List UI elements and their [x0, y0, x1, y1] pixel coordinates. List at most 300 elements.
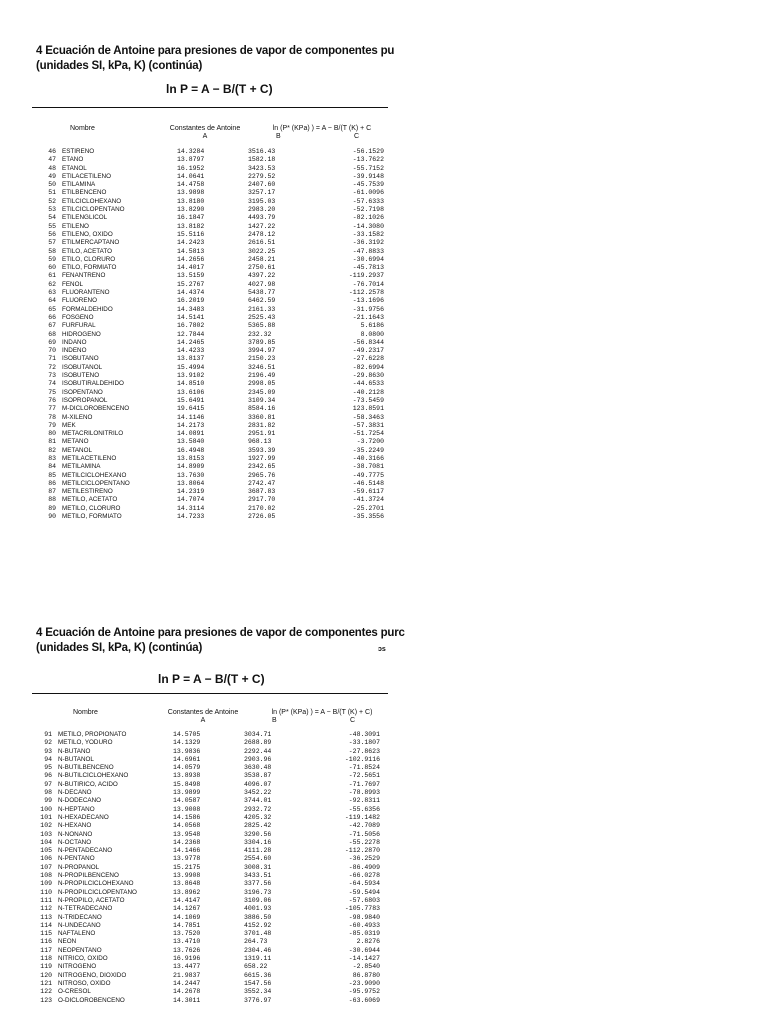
constant-c: -61.0096: [352, 189, 384, 197]
constant-a: 14.3284: [177, 148, 205, 155]
constant-a: 14.7074: [177, 496, 205, 504]
constant-a: 19.6415: [177, 405, 205, 413]
constant-b: 2825.42: [244, 822, 272, 830]
constant-b: 4111.28: [244, 847, 272, 855]
component-name: ETILENGLICOL: [62, 214, 108, 222]
constant-b: 2983.20: [248, 206, 276, 214]
component-name: ETILCICLOHEXANO: [62, 197, 122, 205]
row-number: 80: [48, 430, 56, 438]
component-name: ETILBENCENO: [62, 189, 107, 197]
row-number: 63: [48, 289, 56, 297]
component-name: NAFTALENO: [58, 930, 96, 938]
constant-c: 2.8276: [356, 938, 380, 946]
table-row: [32, 772, 392, 780]
table-row: [32, 897, 392, 905]
constant-a: 14.3011: [173, 996, 201, 1004]
row-number: 78: [48, 413, 56, 421]
table-row: [32, 731, 392, 739]
table-row: [36, 505, 396, 513]
constant-c: -45.7813: [352, 264, 384, 272]
constant-c: -71.8524: [348, 764, 380, 772]
constant-b: 3516.43: [248, 148, 276, 155]
constant-a: 14.0568: [173, 822, 201, 830]
constant-b: 5365.88: [248, 322, 276, 330]
component-name: NITROGENO, DIOXIDO: [58, 971, 127, 979]
table-row: [36, 306, 396, 314]
constant-b: 3109.34: [248, 396, 276, 404]
component-name: N-BUTILCICLOHEXANO: [58, 772, 129, 780]
constant-a: 13.8180: [177, 197, 205, 205]
header-constantes-label: Constantes de Antoine: [169, 125, 241, 132]
constant-c: -51.7254: [352, 430, 384, 438]
table-row: [36, 414, 396, 422]
constant-c: -119.2937: [348, 272, 384, 280]
constant-a: 14.8909: [177, 463, 205, 471]
constant-c: -49.2317: [352, 347, 384, 355]
constant-c: -58.3463: [352, 413, 384, 421]
constant-a: 14.0641: [177, 172, 205, 180]
table-row: [32, 914, 392, 922]
constant-b: 8584.16: [248, 405, 276, 413]
constant-b: 658.22: [244, 963, 268, 971]
constant-c: -49.7775: [352, 471, 384, 479]
component-name: INDENO: [62, 347, 87, 355]
constant-b: 2525.43: [248, 313, 276, 321]
component-name: INDANO: [62, 338, 87, 346]
constant-c: -45.7539: [352, 181, 384, 189]
section2-title: [36, 626, 405, 656]
component-name: FENANTRENO: [62, 272, 106, 280]
table-row: [32, 797, 392, 805]
constant-b: 3630.48: [244, 764, 272, 772]
row-number: 70: [48, 347, 56, 355]
table-row: [32, 955, 392, 963]
constant-a: 13.4710: [173, 938, 201, 946]
section1-title-line2: (unidades SI, kPa, K) (continúa): [36, 60, 203, 72]
table-row: [36, 214, 396, 222]
table-row: [36, 405, 396, 413]
row-number: 74: [48, 380, 56, 388]
component-name: METILCICLOPENTANO: [62, 479, 130, 487]
constant-c: -14.1427: [348, 955, 380, 963]
constant-c: -64.5934: [348, 880, 380, 888]
constant-a: 14.1586: [173, 813, 201, 821]
table-row: [36, 322, 396, 330]
constant-c: -55.2278: [348, 838, 380, 846]
row-number: 53: [48, 206, 56, 214]
constant-c: -33.1582: [352, 230, 384, 238]
table-row: [36, 488, 396, 496]
row-number: 67: [48, 322, 56, 330]
row-number: 95: [44, 764, 52, 772]
constant-c: -82.6994: [352, 363, 384, 371]
component-name: NEON: [58, 938, 77, 946]
constant-a: 14.3483: [177, 305, 205, 313]
constant-c: -30.6944: [348, 946, 380, 954]
constant-a: 13.9008: [173, 805, 201, 813]
table-row: [36, 480, 396, 488]
component-name: ETILO, ACETATO: [62, 247, 113, 255]
row-number: 94: [44, 755, 52, 763]
component-name: M-DICLOROBENCENO: [62, 405, 130, 413]
table-row: [32, 822, 392, 830]
table-row: [32, 963, 392, 971]
row-number: 114: [40, 921, 52, 929]
table-row: [32, 972, 392, 980]
constant-b: 3552.34: [244, 988, 272, 996]
constant-a: 14.2423: [177, 239, 205, 247]
row-number: 46: [48, 148, 56, 155]
section2-header-formula: [254, 709, 390, 725]
row-number: 118: [40, 955, 52, 963]
component-name: MEK: [62, 421, 76, 429]
row-number: 59: [48, 255, 56, 263]
constant-b: 3008.31: [244, 863, 272, 871]
table-row: [32, 988, 392, 996]
table-row: [36, 314, 396, 322]
table-row: [36, 281, 396, 289]
component-name: ETILENO: [62, 222, 89, 230]
constant-a: 15.2767: [177, 280, 205, 288]
table-row: [32, 905, 392, 913]
constant-b: 4001.93: [244, 905, 272, 913]
constant-b: 3452.22: [244, 789, 272, 797]
row-number: 48: [48, 164, 56, 172]
constant-c: -48.3091: [348, 731, 380, 738]
table-row: [36, 347, 396, 355]
constant-a: 13.8182: [177, 222, 205, 230]
constant-a: 14.1267: [173, 905, 201, 913]
component-name: N-BUTILBENCENO: [58, 764, 114, 772]
header-c-label: C: [354, 133, 360, 140]
constant-c: -40.3166: [352, 454, 384, 462]
constant-a: 14.1466: [173, 847, 201, 855]
row-number: 96: [44, 772, 52, 780]
constant-b: 4096.07: [244, 780, 272, 788]
constant-c: -55.7152: [352, 164, 384, 172]
row-number: 54: [48, 214, 56, 222]
row-number: 110: [40, 888, 52, 896]
row-number: 97: [44, 780, 52, 788]
constant-b: 4397.22: [248, 272, 276, 280]
table-row: [36, 206, 396, 214]
table-row: [32, 806, 392, 814]
row-number: 117: [40, 946, 52, 954]
constant-a: 13.9778: [173, 855, 201, 863]
constant-a: 14.2678: [173, 988, 201, 996]
component-name: FENOL: [62, 280, 83, 288]
component-name: ISOBUTANO: [62, 355, 99, 363]
constant-b: 2965.76: [248, 471, 276, 479]
section1-header-nombre: Nombre: [70, 125, 95, 132]
constant-c: 123.8591: [352, 405, 384, 413]
table-row: [36, 447, 396, 455]
component-name: N-PROPILO, ACETATO: [58, 896, 125, 904]
constant-b: 1582.18: [248, 156, 276, 164]
row-number: 107: [40, 863, 52, 871]
constant-b: 3109.06: [244, 896, 272, 904]
constant-c: -41.3724: [352, 496, 384, 504]
constant-c: -76.7014: [352, 280, 384, 288]
constant-c: -105.7783: [344, 905, 380, 913]
constant-a: 13.8962: [173, 888, 201, 896]
row-number: 52: [48, 197, 56, 205]
constant-c: -112.2578: [348, 289, 384, 297]
constant-b: 3423.53: [248, 164, 276, 172]
table-row: [36, 364, 396, 372]
constant-c: -13.7622: [352, 156, 384, 164]
section2-equation: ln P = A − B/(T + C): [158, 672, 265, 686]
component-name: NITROSO, OXIDO: [58, 979, 111, 987]
constant-b: 3377.56: [244, 880, 272, 888]
component-name: METILESTIRENO: [62, 488, 113, 496]
table-row: [32, 947, 392, 955]
constant-b: 2342.65: [248, 463, 276, 471]
constant-a: 14.7851: [173, 921, 201, 929]
constant-b: 5438.77: [248, 289, 276, 297]
row-number: 50: [48, 181, 56, 189]
table-row: [36, 430, 396, 438]
row-number: 93: [44, 747, 52, 755]
row-number: 106: [40, 855, 52, 863]
table-row: [36, 297, 396, 305]
table-row: [32, 739, 392, 747]
constant-a: 13.6106: [177, 388, 205, 396]
component-name: ETANO: [62, 156, 84, 164]
row-number: 77: [48, 405, 56, 413]
constant-b: 232.32: [248, 330, 272, 338]
constant-b: 2407.60: [248, 181, 276, 189]
component-name: N-HEPTANO: [58, 805, 95, 813]
constant-b: 2170.02: [248, 504, 276, 512]
table-row: [36, 339, 396, 347]
constant-a: 14.4374: [177, 289, 205, 297]
constant-c: 8.0800: [360, 330, 384, 338]
constant-a: 13.8797: [177, 156, 205, 164]
constant-c: -57.6803: [348, 896, 380, 904]
constant-c: -36.3192: [352, 239, 384, 247]
table-row: [36, 173, 396, 181]
constant-b: 3776.97: [244, 996, 272, 1004]
constant-b: 2903.96: [244, 755, 272, 763]
constant-a: 13.8153: [177, 454, 205, 462]
constant-c: -27.6228: [352, 355, 384, 363]
component-name: N-PROPANOL: [58, 863, 100, 871]
table-row: [36, 331, 396, 339]
table-row: [32, 789, 392, 797]
constant-c: -95.9752: [348, 988, 380, 996]
header-b-label: B: [272, 717, 277, 724]
constant-a: 13.9908: [173, 872, 201, 880]
constant-c: -57.3831: [352, 421, 384, 429]
constant-c: -71.7697: [348, 780, 380, 788]
table-row: [32, 855, 392, 863]
component-name: ETILACETILENO: [62, 172, 111, 180]
component-name: N-TRIDECANO: [58, 913, 102, 921]
constant-b: 2554.60: [244, 855, 272, 863]
constant-a: 21.9837: [173, 971, 201, 979]
constant-a: 12.7844: [177, 330, 205, 338]
constant-c: -14.3080: [352, 222, 384, 230]
constant-a: 16.1847: [177, 214, 205, 222]
component-name: N-PENTADECANO: [58, 847, 113, 855]
row-number: 113: [40, 913, 52, 921]
component-name: METILO, PROPIONATO: [58, 731, 127, 738]
header-formula-label: ln (P* (KPa) ) = A − B/(T (K) + C: [272, 125, 372, 132]
constant-b: 2279.52: [248, 172, 276, 180]
component-name: ISOBUTANOL: [62, 363, 103, 371]
constant-b: 6462.59: [248, 297, 276, 305]
row-number: 101: [40, 813, 52, 821]
component-name: N-HEXADECANO: [58, 813, 109, 821]
component-name: NEOPENTANO: [58, 946, 102, 954]
component-name: N-PROPILCICLOHEXANO: [58, 880, 134, 888]
section2-header-nombre: Nombre: [73, 709, 98, 716]
section2-title-suffix: ɔs: [378, 646, 386, 653]
component-name: N-OCTANO: [58, 838, 92, 846]
constant-b: 2304.46: [244, 946, 272, 954]
constant-a: 14.2465: [177, 338, 205, 346]
section1-header-constantes: [168, 125, 242, 141]
constant-a: 14.5705: [173, 731, 201, 738]
component-name: N-BUTIRICO, ACIDO: [58, 780, 118, 788]
constant-b: 968.13: [248, 438, 272, 446]
constant-b: 3022.25: [248, 247, 276, 255]
row-number: 60: [48, 264, 56, 272]
component-name: ESTIRENO: [62, 148, 95, 155]
table-row: [36, 513, 396, 521]
constant-c: -35.3556: [352, 513, 384, 521]
row-number: 111: [40, 896, 52, 904]
constant-c: -39.9148: [352, 172, 384, 180]
constant-c: -56.8344: [352, 338, 384, 346]
constant-a: 16.2019: [177, 297, 205, 305]
row-number: 79: [48, 421, 56, 429]
constant-c: -33.1807: [348, 739, 380, 747]
constant-c: -71.5056: [348, 830, 380, 838]
row-number: 89: [48, 504, 56, 512]
row-number: 61: [48, 272, 56, 280]
section1-equation: ln P = A − B/(T + C): [166, 82, 273, 96]
table-row: [32, 930, 392, 938]
constant-c: 86.8780: [352, 971, 380, 979]
constant-b: 3687.83: [248, 488, 276, 496]
constant-b: 2196.49: [248, 372, 276, 380]
table-row: [36, 165, 396, 173]
constant-c: -72.5651: [348, 772, 380, 780]
row-number: 76: [48, 396, 56, 404]
table-row: [36, 289, 396, 297]
constant-b: 3360.81: [248, 413, 276, 421]
constant-b: 3886.50: [244, 913, 272, 921]
constant-a: 14.5813: [177, 247, 205, 255]
constant-a: 14.8510: [177, 380, 205, 388]
table-row: [36, 389, 396, 397]
constant-b: 4205.32: [244, 813, 272, 821]
constant-b: 3290.56: [244, 830, 272, 838]
constant-b: 2998.05: [248, 380, 276, 388]
row-number: 92: [44, 739, 52, 747]
component-name: METILO, ACETATO: [62, 496, 118, 504]
section1-rule: [32, 107, 388, 108]
component-name: FURFURAL: [62, 322, 96, 330]
constant-a: 13.8290: [177, 206, 205, 214]
row-number: 49: [48, 172, 56, 180]
constant-b: 3196.73: [244, 888, 272, 896]
constant-b: 3257.17: [248, 189, 276, 197]
component-name: METILACETILENO: [62, 454, 117, 462]
header-a-label: A: [200, 717, 206, 724]
section1-table: [36, 148, 396, 521]
constant-b: 2917.70: [248, 496, 276, 504]
constant-c: -63.6069: [348, 996, 380, 1004]
component-name: ETILMERCAPTANO: [62, 239, 120, 247]
row-number: 58: [48, 247, 56, 255]
row-number: 123: [40, 996, 52, 1004]
constant-c: -30.6994: [352, 255, 384, 263]
row-number: 104: [40, 838, 52, 846]
constant-c: -40.2128: [352, 388, 384, 396]
table-row: [32, 872, 392, 880]
component-name: NITROGENO: [58, 963, 97, 971]
constant-a: 13.5840: [177, 438, 205, 446]
row-number: 85: [48, 471, 56, 479]
constant-a: 16.1952: [177, 164, 205, 172]
constant-a: 14.0579: [173, 764, 201, 772]
constant-b: 2932.72: [244, 805, 272, 813]
constant-a: 13.9102: [177, 372, 205, 380]
constant-a: 14.3114: [177, 504, 205, 512]
constant-a: 16.4948: [177, 446, 205, 454]
constant-a: 13.4477: [173, 963, 201, 971]
row-number: 51: [48, 189, 56, 197]
constant-c: -59.6117: [352, 488, 384, 496]
constant-b: 2150.23: [248, 355, 276, 363]
constant-a: 15.8498: [173, 780, 201, 788]
component-name: NITRICO, OXIDO: [58, 955, 108, 963]
constant-b: 3195.03: [248, 197, 276, 205]
row-number: 64: [48, 297, 56, 305]
row-number: 75: [48, 388, 56, 396]
constant-b: 3593.39: [248, 446, 276, 454]
constant-b: 2742.47: [248, 479, 276, 487]
constant-c: -112.2870: [344, 847, 380, 855]
component-name: METANO: [62, 438, 89, 446]
row-number: 115: [40, 930, 52, 938]
constant-a: 14.6961: [173, 755, 201, 763]
section2-rule: [32, 693, 388, 694]
row-number: 68: [48, 330, 56, 338]
constant-a: 13.8064: [177, 479, 205, 487]
row-number: 122: [40, 988, 52, 996]
table-row: [32, 781, 392, 789]
section2-title-line1: 4 Ecuación de Antoine para presiones de vapor de componentes purc: [36, 627, 405, 639]
constant-c: -92.8311: [348, 797, 380, 805]
component-name: FOSGENO: [62, 313, 94, 321]
constant-c: -60.4933: [348, 921, 380, 929]
constant-b: 3304.16: [244, 838, 272, 846]
constant-c: -27.8623: [348, 747, 380, 755]
section2-header-constantes: [166, 709, 240, 725]
constant-a: 14.2368: [173, 838, 201, 846]
constant-a: 14.2656: [177, 255, 205, 263]
table-row: [36, 223, 396, 231]
row-number: 86: [48, 479, 56, 487]
table-row: [36, 189, 396, 197]
constant-c: -44.6533: [352, 380, 384, 388]
component-name: ISOPROPANOL: [62, 396, 108, 404]
row-number: 116: [40, 938, 52, 946]
